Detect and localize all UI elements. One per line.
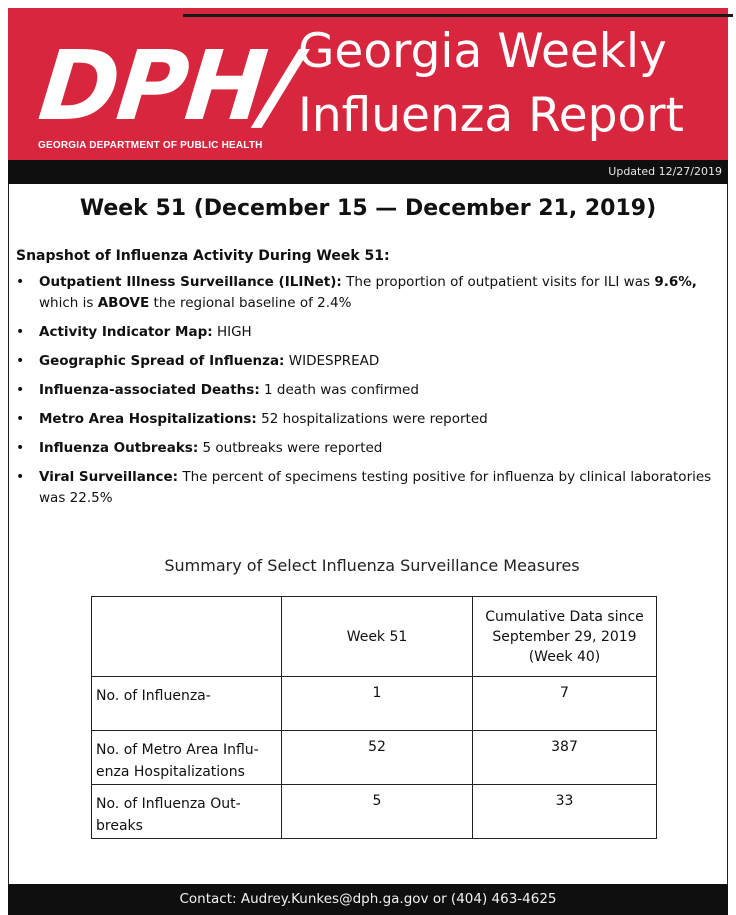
bullet-text: which is — [39, 295, 98, 311]
dph-logo-subtitle: GEORGIA DEPARTMENT OF PUBLIC HEALTH — [38, 140, 263, 151]
week-value: 52 — [282, 731, 473, 785]
bullet-label: Influenza Outbreaks: — [39, 440, 199, 456]
bullet-outbreaks — [16, 438, 728, 459]
table-row — [92, 785, 657, 839]
row-label: No. of Influenza- — [92, 677, 282, 731]
bullet-label: Metro Area Hospitalizations: — [39, 411, 257, 427]
table-row — [92, 731, 657, 785]
bullet-deaths — [16, 380, 728, 401]
bullet-label: Influenza-associated Deaths: — [39, 382, 260, 398]
ili-value: 9.6%, — [654, 274, 697, 290]
report-title — [298, 20, 728, 148]
bullet-text: 52 hospitalizations were reported — [256, 411, 488, 427]
activity-bullet-list — [16, 272, 728, 517]
bullet-text: WIDESPREAD — [284, 353, 380, 369]
week-value: 5 — [282, 785, 473, 839]
bullet-text: the regional baseline of 2.4% — [149, 295, 352, 311]
header-cell-cumulative: Cumulative Data since September 29, 2019 (Week 40) — [473, 597, 657, 677]
bullet-text: 1 death was confirmed — [259, 382, 419, 398]
header-cell-empty — [92, 597, 282, 677]
header-divider — [183, 14, 733, 17]
bullet-label: Geographic Spread of Influenza: — [39, 353, 285, 369]
row-label: No. of Influenza Out-breaks — [92, 785, 282, 839]
bullet-text: HIGH — [212, 324, 252, 340]
bullet-label: Viral Surveillance: — [39, 469, 179, 485]
bullet-label: Activity Indicator Map: — [39, 324, 213, 340]
updated-date: Updated 12/27/2019 — [608, 165, 722, 178]
bullet-viral-surveillance — [16, 467, 728, 509]
table-header-row — [92, 597, 657, 677]
bullet-activity-map — [16, 322, 728, 343]
table-row — [92, 677, 657, 731]
snapshot-heading: Snapshot of Influenza Activity During Week 51: — [16, 248, 390, 264]
header-cell-week: Week 51 — [282, 597, 473, 677]
report-title-line1: Georgia Weekly — [298, 24, 667, 79]
table-caption: Summary of Select Influenza Surveillance Measures — [164, 556, 580, 575]
bullet-text: The proportion of outpatient visits for ILI was — [341, 274, 655, 290]
report-footer — [8, 884, 728, 915]
report-title-line2: Influenza Report — [298, 88, 684, 143]
summary-table — [91, 596, 657, 839]
week-value: 1 — [282, 677, 473, 731]
contact-info: Contact: Audrey.Kunkes@dph.ga.gov or (404) 463-4625 — [179, 891, 557, 907]
cumulative-value: 387 — [473, 731, 657, 785]
bullet-label: Outpatient Illness Surveillance (ILINet): — [39, 274, 342, 290]
week-title: Week 51 (December 15 — December 21, 2019) — [79, 196, 657, 221]
row-label: No. of Metro Area Influ-enza Hospitalizations — [92, 731, 282, 785]
bullet-text: 5 outbreaks were reported — [198, 440, 383, 456]
cumulative-value: 33 — [473, 785, 657, 839]
bullet-hospitalizations — [16, 409, 728, 430]
bullet-geographic-spread — [16, 351, 728, 372]
dph-logo — [34, 30, 304, 151]
dph-logo-mark: DPH/ — [34, 30, 304, 142]
updated-bar — [8, 160, 728, 184]
bullet-text: The percent of specimens testing positive for influenza by clinical laboratories was 22.5% — [39, 469, 712, 506]
bullet-ilinet — [16, 272, 728, 314]
baseline-status: ABOVE — [97, 295, 150, 311]
cumulative-value: 7 — [473, 677, 657, 731]
report-header — [8, 8, 728, 160]
